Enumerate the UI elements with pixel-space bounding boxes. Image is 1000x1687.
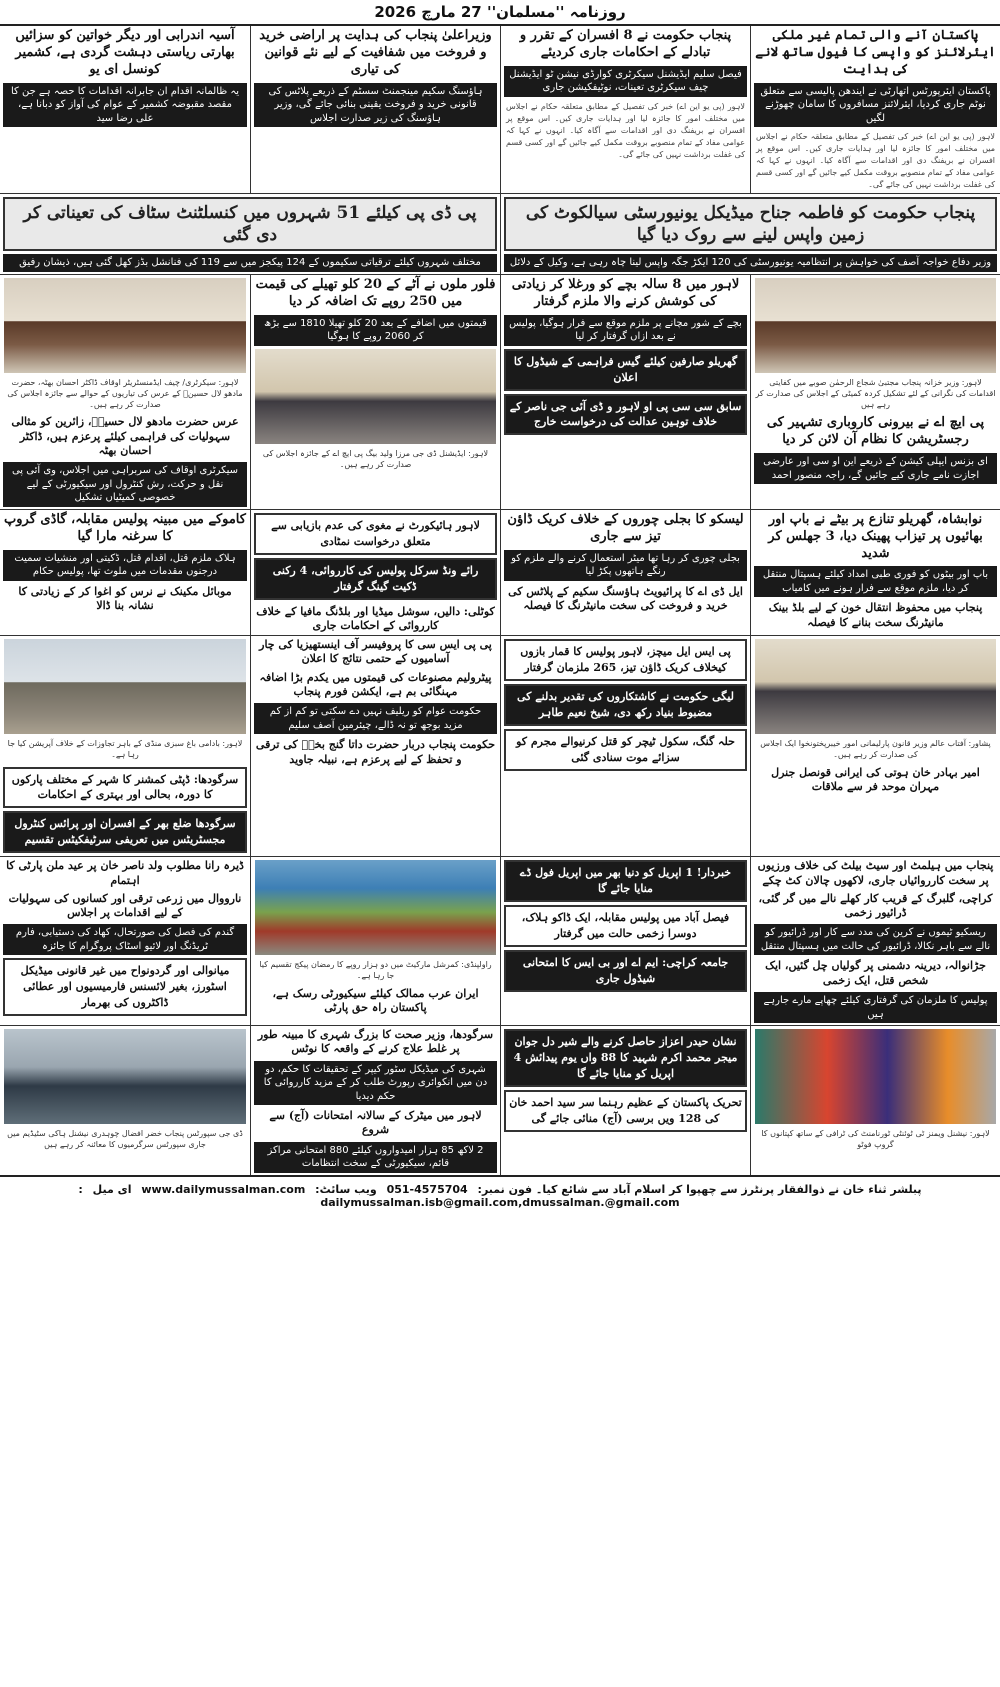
subheadline-bar: بجلی چوری کر رہا تھا میٹر استعمال کرنے والے ملزم کو رنگے ہاتھوں پکڑ لیا bbox=[504, 550, 747, 581]
row-c bbox=[0, 635, 1000, 856]
banner-headline[interactable]: پی ڈی پی کیلئے 51 شہروں میں کنسلٹنٹ سٹاف کی تعیناتی کر دی گئی bbox=[3, 197, 497, 251]
subheadline-bar: قیمتوں میں اضافے کے بعد 20 کلو تھیلا 1810 سے بڑھ کر 2060 روپے کا ہوگیا bbox=[254, 315, 497, 346]
top-story-4 bbox=[0, 26, 250, 193]
photo-peshawar-meeting bbox=[755, 639, 996, 734]
headline[interactable]: آسیہ اندرابی اور دیگر خواتین کو سزائیں بھارتی ریاستی دہشت گردی ہے، کشمیر کونسل ای یو bbox=[15, 28, 235, 77]
col-4 bbox=[0, 510, 250, 635]
sargodha-officers-box[interactable] bbox=[3, 811, 247, 853]
headline: لیگی حکومت نے کاشتکاروں کی تقدیر بدلنے کی مضبوط بنیاد رکھ دی، شیخ نعیم طاہر bbox=[516, 690, 735, 719]
top-story-1 bbox=[750, 26, 1000, 193]
footer-publisher: پبلشر ثناء خان نے ذوالفقار پرنٹرز سے چھپوا کر اسلام آباد سے شائع کیا۔ فون نمبر: bbox=[477, 1182, 922, 1196]
headline: تحریک پاکستان کے عظیم رہنما سر سید احمد خان کی 128 ویں برسی (آج) منائی جائے گی bbox=[509, 1095, 742, 1125]
photo-caption: لاہور: سیکرٹری/ چیف ایڈمنسٹریٹر اوقاف ڈاکٹر احسان بھٹہ، حضرت مادھو لال حسینؒ کے عرس کی تیاریوں کے حوالے سے جائزہ اجلاس کی صدارت کر رہے ہیں۔ bbox=[7, 377, 243, 410]
subheadline-bar: گندم کی فصل کی صورتحال، کھاد کی دستیابی، فارم ٹریڈنگ اور لائیو اسٹاک پروگرام کا جائزہ bbox=[3, 924, 247, 955]
col-1 bbox=[750, 510, 1000, 635]
col-3 bbox=[250, 275, 500, 509]
row-b bbox=[0, 509, 1000, 635]
photo-caption: لاہور: بادامی باغ سبزی منڈی کے باہر تجاوزات کے خلاف آپریشن کیا جا رہا ہے۔ bbox=[7, 739, 243, 760]
subheadline-bar: پولیس کا ملزمان کی گرفتاری کیلئے چھاپے مارے جارہے ہیں bbox=[754, 992, 997, 1023]
subheadline-bar: شہری کی میڈیکل سٹور کیپر کے تحقیقات کا حکم، دو دن میں انکوائری رپورٹ طلب کر کے مزید کارروائی کا حکم دیدیا bbox=[254, 1061, 497, 1106]
subheadline-bar: ہاؤسنگ سکیم مینجمنٹ سسٹم کے ذریعے پلاٹس کی قانونی خرید و فروخت یقینی بنائی جائے گی، وزیر ہاؤسنگ کی زیر صدارت اجلاس bbox=[254, 83, 497, 128]
headline: پی ایس ایل میچز، لاہور پولیس کا قمار بازوں کیخلاف کریک ڈاؤن تیز، 265 ملزمان گرفتار bbox=[520, 645, 731, 675]
faisalabad-headline-box[interactable] bbox=[504, 905, 747, 947]
mianwali-headline-box[interactable] bbox=[3, 958, 247, 1016]
banner-right-block bbox=[500, 194, 1000, 274]
subheadline-bar: ہلاک ملزم قتل، اقدام قتل، ڈکیتی اور منشیات سمیت درجنوں مقدمات میں ملوث تھا، پولیس حکام bbox=[3, 550, 247, 581]
footer-web-label: ویب سائٹ: bbox=[315, 1182, 377, 1196]
raiwind-headline-box[interactable] bbox=[254, 558, 497, 600]
subheadline-bar: سیکرٹری اوقاف کی سربراہی میں اجلاس، وی آئی پی نقل و حرکت، رش کنٹرول اور سیکیورٹی کے لیے خصوصی کمیٹیاں تشکیل bbox=[3, 462, 247, 507]
sargodha-parks-box[interactable] bbox=[3, 767, 247, 809]
gas-headline-box[interactable] bbox=[504, 349, 747, 391]
col-3 bbox=[250, 510, 500, 635]
headline: گھریلو صارفین کیلئے گیس فراہمی کے شیڈول کا اعلان bbox=[513, 354, 738, 384]
nishan-headline-box[interactable] bbox=[504, 1029, 747, 1087]
col-3 bbox=[250, 636, 500, 856]
headline[interactable]: پنجاب حکومت نے 8 افسران کے تقرر و تبادلے کے احکامات جاری کردیئے bbox=[519, 28, 732, 60]
photo-cricket-captains bbox=[755, 1029, 996, 1124]
headline: خبردار! 1 اپریل کو دنیا بھر میں اپریل فول ڈے منایا جائے گا bbox=[519, 866, 732, 896]
top-row bbox=[0, 26, 1000, 193]
col-4 bbox=[0, 857, 250, 1025]
headline[interactable]: کوٹلی: دالیں، سوشل میڈیا اور بلڈنگ مافیا کے خلاف کارروائی کے احکامات جاری bbox=[256, 604, 495, 632]
photo-caption: ڈی جی سپورٹس پنجاب خضر افضال چوہدری نیشنل ہاکی سٹیڈیم میں جاری سپورٹس سرگرمیوں کا معائنہ کر رہے ہیں bbox=[7, 1129, 243, 1150]
footer bbox=[0, 1175, 1000, 1215]
footer-email-label: ای میل bbox=[92, 1182, 132, 1196]
jamia-headline-box[interactable] bbox=[504, 950, 747, 992]
headline[interactable]: کراچی، گلبرگ کے قریب کار کھلے نالے میں گر گئی، ڈرائیور زخمی bbox=[758, 891, 993, 920]
photo-caption: لاہور: نیشنل ویمنز ٹی ٹوئنٹی ٹورنامنٹ کی ٹرافی کے ساتھ کپتانوں کا گروپ فوٹو bbox=[761, 1129, 990, 1150]
headline[interactable]: لیسکو کا بجلی چوروں کے خلاف کریک ڈاؤن تیز سے جاری bbox=[507, 511, 744, 544]
headline: رائے ونڈ سرکل پولیس کی کارروائی، 4 رکنی ڈکیت گینگ گرفتار bbox=[272, 563, 479, 593]
subheadline-bar: ریسکیو ٹیموں نے کرین کی مدد سے کار اور ڈرائیور کو نالے سے باہر نکالا، ڈرائیور کی حالت میں ہسپتال منتقل bbox=[754, 924, 997, 955]
photo-caption: راولپنڈی: کمرشل مارکیٹ میں دو ہزار روپے کا رمضان پیکج تقسیم کیا جا رہا ہے۔ bbox=[259, 960, 492, 981]
headline[interactable]: پنجاب میں ہیلمٹ اور سیٹ بیلٹ کی خلاف ورزیوں پر سخت کارروائیاں جاری، لاکھوں چالان کٹ چکے bbox=[757, 859, 994, 887]
subheadline-bar: 2 لاکھ 85 ہزار امیدواروں کیلئے 880 امتحانی مراکز قائم، سیکیورٹی کے سخت انتظامات bbox=[254, 1142, 497, 1173]
headline[interactable]: وزیراعلیٰ پنجاب کی ہدایت پر اراضی خرید و فروخت میں شفافیت کے لیے نئے قوانین کی تیاری bbox=[259, 28, 492, 77]
col-4 bbox=[0, 636, 250, 856]
headline[interactable]: موبائل مکینک نے نرس کو اغوا کر کے زیادتی کا نشانہ بنا ڈالا bbox=[18, 584, 232, 612]
footer-separator: : bbox=[78, 1182, 83, 1196]
photo-auqaf-meeting bbox=[4, 278, 246, 373]
headline[interactable]: کاموکے میں مبینہ پولیس مقابلہ، گاڈی گروپ کا سرغنہ مارا گیا bbox=[4, 511, 246, 544]
headline[interactable]: لاہور میں میٹرک کے سالانہ امتحانات (آج) سے شروع bbox=[269, 1109, 482, 1137]
top-story-2 bbox=[500, 26, 750, 193]
col-2 bbox=[500, 857, 750, 1025]
col-1 bbox=[750, 275, 1000, 509]
headline[interactable]: عرس حضرت مادھو لال حسینؒ، زائرین کو مثالی سہولیات کی فراہمی کیلئے پرعزم ہیں، ڈاکٹر احسان بھٹہ bbox=[11, 415, 239, 458]
photo-pha-review bbox=[255, 349, 496, 444]
subheadline-bar: پاکستان ایئرپورٹس اتھارٹی نے ایندھن پالیسی سے متعلق نوٹم جاری کردیا، ایئرلائنز مسافروں کا سامان چھوڑنے لگیں bbox=[754, 83, 997, 128]
headline[interactable]: نوابشاہ، گھریلو تنازع پر بیٹے نے باپ اور بھائیوں پر تیزاب پھینک دیا، 3 جھلس کر شدید bbox=[768, 511, 983, 561]
headline: حلہ گنگ، سکول ٹیچر کو قتل کرنیوالے مجرم کو سزائے موت سنادی گئی bbox=[516, 734, 735, 764]
col-3 bbox=[250, 1026, 500, 1175]
april-headline-box[interactable] bbox=[504, 860, 747, 902]
subheadline-bar: یہ ظالمانہ اقدام ان جابرانہ اقدامات کا حصہ ہے جن کا مقصد مقبوضہ کشمیر کے عوام کی آواز کو دبانا ہے، علی رضا سید bbox=[3, 83, 247, 128]
col-4 bbox=[0, 1026, 250, 1175]
col-3 bbox=[250, 857, 500, 1025]
footer-phone[interactable]: 051-4575704 bbox=[386, 1182, 468, 1196]
photo-caption: پشاور: آفتاب عالم وزیر قانون پارلیمانی امور خیبرپختونخوا ایک اجلاس کی صدارت کر رہے ہیں۔ bbox=[760, 739, 991, 760]
headline: فیصل آباد میں پولیس مقابلہ، ایک ڈاکو ہلاک، دوسرا زخمی حالت میں گرفتار bbox=[521, 911, 730, 941]
headline: سرگودھا ضلع بھر کے افسران اور پرائس کنٹرول مجسٹریٹس میں تعریفی سرٹیفکیٹس تقسیم bbox=[14, 817, 236, 847]
banner-subheadline: وزیر دفاع خواجہ آصف کی خواہش پر انتظامیہ یونیورسٹی کی 120 ایکڑ جگہ واپس لینا چاہ رہی ہے، وکیل کے دلائل bbox=[504, 254, 997, 272]
masthead-title: روزنامہ ''مسلمان'' 27 مارچ 2026 bbox=[374, 3, 626, 21]
headline: سابق سی سی پی او لاہور و ڈی آئی جی ناصر کے خلاف توہین عدالت کی درخواست خارج bbox=[509, 399, 742, 429]
col-4 bbox=[0, 275, 250, 509]
col-2 bbox=[500, 1026, 750, 1175]
headline[interactable]: ایل ڈی اے کا پرائیویٹ ہاؤسنگ سکیم کے پلاٹس کی خرید و فروخت کی سخت مانیٹرنگ کا فیصلہ bbox=[508, 584, 743, 612]
banner-left-block bbox=[0, 194, 500, 274]
headline[interactable]: پیٹرولیم مصنوعات کی قیمتوں میں یکدم بڑا اضافہ مہنگائی بم ہے، ایکشن فورم پنجاب bbox=[259, 670, 492, 699]
headline[interactable]: پاکستان آنے والی تمام غیر ملکی ایئرلائنز کو واپسی کا فیول ساتھ لانے کی ہدایت bbox=[755, 28, 996, 77]
headline: نشان حیدر اعزاز حاصل کرنے والے شیر دل جوان میجر محمد اکرم شہید کا 88 واں یوم پیدائش 4 اپریل کو منایا جائے گا bbox=[513, 1035, 738, 1080]
lig-headline-box[interactable] bbox=[504, 684, 747, 726]
row-a bbox=[0, 274, 1000, 509]
subheadline-bar: مختلف شہروں کیلئے ترقیاتی سکیموں کے 124 پیکجز میں سے 119 کی فنانشل بڈز کھل گئی ہیں، ذیشان رفیق bbox=[3, 254, 497, 272]
photo-ramzan-package-truck bbox=[255, 860, 496, 955]
headline[interactable]: سرگودھا، وزیر صحت کا بزرگ شہری کا مبینہ طور پر غلط علاج کرنے کے واقعہ کا نوٹس bbox=[257, 1028, 494, 1056]
row-d bbox=[0, 856, 1000, 1025]
banner-headline[interactable]: پنجاب حکومت کو فاطمہ جناح میڈیکل یونیورسٹی سیالکوٹ کی زمین واپس لینے سے روک دیا گیا bbox=[504, 197, 997, 251]
headline[interactable]: پی ایچ اے نے بیرونی کاروباری تشہیر کی رجسٹریشن کا نظام آن لائن کر دیا bbox=[766, 415, 985, 448]
headline[interactable]: پی پی ایس سی کا پروفیسر آف اینستھیزیا کی چار آسامیوں کے حتمی نتائج کا اعلان bbox=[259, 638, 492, 666]
headline[interactable]: پنجاب میں محفوظ انتقال خون کے لیے بلڈ بینک مانیٹرنگ سخت بنانے کا فیصلہ bbox=[768, 601, 983, 629]
col-2 bbox=[500, 636, 750, 856]
footer-website[interactable]: www.dailymussalman.com bbox=[141, 1182, 306, 1196]
photo-caption: لاہور: وزیر خزانہ پنجاب مجتبیٰ شجاع الرحمٰن صوبے میں کفایتی اقدامات کی نگرانی کے لئے تشکیل کردہ کمیٹی کے اجلاس کی صدارت کر رہے ہیں bbox=[755, 377, 996, 410]
photo-sports-inspection bbox=[4, 1029, 246, 1124]
headline[interactable]: لاہور میں 8 سالہ بچے کو ورغلا کر زیادتی کی کوشش کرنے والا ملزم گرفتار bbox=[511, 276, 740, 309]
subheadline-bar: باپ اور بیٹوں کو فوری طبی امداد کیلئے ہسپتال منتقل کر دیا، ملزم موقع سے فرار ہونے میں کامیاب bbox=[754, 566, 997, 597]
headline[interactable]: نارووال میں زرعی ترقی اور کسانوں کی سہولیات کے لیے اقدامات پر اجلاس bbox=[8, 891, 242, 920]
headline: لاہور ہائیکورٹ نے مغوی کی عدم بازیابی سے متعلق درخواست نمٹادی bbox=[271, 518, 480, 548]
nasir-headline-box[interactable] bbox=[504, 394, 747, 436]
banner-row bbox=[0, 193, 1000, 274]
headline[interactable]: فلور ملوں نے آٹے کے 20 کلو تھیلے کی قیمت میں 250 روپے تک اضافہ کر دیا bbox=[255, 276, 496, 309]
subheadline-bar: حکومت عوام کو ریلیف نہیں دے سکتی تو کم از کم مزید بوجھ تو نہ ڈالے، چیئرمین آصف سلیم bbox=[254, 703, 497, 734]
pel-headline-box[interactable] bbox=[504, 639, 747, 681]
subheadline-bar: ای بزنس ایپلی کیشن کے ذریعے این او سی اور عارضی اجازت نامے جاری کیے جائیں گے، راجہ منصور احمد bbox=[754, 453, 997, 484]
headline: میانوالی اور گردونواح میں غیر قانونی میڈیکل اسٹورز، بغیر لائسنس فارمیسیوں اور عطائی ڈاکٹروں کی بھرمار bbox=[20, 964, 230, 1010]
row-e bbox=[0, 1025, 1000, 1175]
photo-encroachment-operation bbox=[4, 639, 246, 734]
headline: جامعہ کراچی: ایم اے اور بی ایس کا امتحانی شیڈول جاری bbox=[522, 956, 729, 985]
article-body: لاہور (پی یو این اے) خبر کی تفصیل کے مطابق متعلقہ حکام نے اجلاس میں مختلف امور کا جائزہ لیا اور ہدایات جاری کیں۔ اس موقع پر افسران نے بریفنگ دی اور اقدامات سے آگاہ کیا۔ انہوں نے کہا کہ عوامی مفاد کے تمام منصوبے بروقت مکمل کیے جائیں گے اور کسی قسم کی غفلت برداشت نہیں کی جائے گی۔ bbox=[756, 132, 995, 190]
masthead bbox=[0, 0, 1000, 26]
headline: سرگودھا: ڈپٹی کمشنر کا شہر کے مختلف پارکوں کا دورہ، بحالی اور بہتری کے احکامات bbox=[11, 772, 239, 802]
headline[interactable]: حکومت پنجاب دربار حضرت داتا گنج بخشؒ کی ترقی و تحفظ کے لیے پرعزم ہے، نبیلہ جاوید bbox=[255, 738, 496, 766]
headline[interactable]: جڑانوالہ، دیرینہ دشمنی پر گولیاں چل گئیں، ایک شخص قتل، ایک زخمی bbox=[765, 959, 986, 987]
col-2 bbox=[500, 275, 750, 509]
top-story-3 bbox=[250, 26, 500, 193]
photo-caption: لاہور: ایڈیشنل ڈی جی مرزا ولید بیگ پی ایچ اے کے جائزہ اجلاس کی صدارت کر رہے ہیں۔ bbox=[262, 448, 489, 469]
col-1 bbox=[750, 1026, 1000, 1175]
col-1 bbox=[750, 636, 1000, 856]
photo-finance-meeting bbox=[755, 278, 996, 373]
article-body: لاہور (پی یو این اے) خبر کی تفصیل کے مطابق متعلقہ حکام نے اجلاس میں مختلف امور کا جائزہ لیا اور ہدایات جاری کیں۔ اس موقع پر افسران نے بریفنگ دی اور اقدامات سے آگاہ کیا۔ انہوں نے کہا کہ عوامی مفاد کے تمام منصوبے بروقت مکمل کیے جائیں گے اور کسی قسم کی غفلت برداشت نہیں کی جائے گی۔ bbox=[506, 101, 745, 159]
highcourt-headline-box[interactable] bbox=[254, 513, 497, 555]
footer-emails[interactable]: dailymussalman.isb@gmail.com,dmussalman.@gmail.com bbox=[320, 1195, 680, 1209]
headline[interactable]: ڈیرہ رانا مطلوب ولد ناصر خان پر عید ملن پارٹی کا اہتمام bbox=[6, 859, 244, 887]
headline[interactable]: امیر بہادر خان ہوتی کی ایرانی قونصل جنرل مہران موحد فر سے ملاقات bbox=[771, 765, 980, 793]
col-1 bbox=[750, 857, 1000, 1025]
headline[interactable]: ایران عرب ممالک کیلئے سیکیورٹی رسک ہے، پاکستان راہ حق پارٹی bbox=[272, 986, 479, 1014]
tehreek-headline-box[interactable] bbox=[504, 1090, 747, 1132]
col-2 bbox=[500, 510, 750, 635]
subheadline-bar: فیصل سلیم ایڈیشنل سیکرٹری کوارڈی نیشن ٹو ایڈیشنل چیف سیکرٹری تعینات، نوٹیفکیشن جاری bbox=[504, 66, 747, 97]
gang-headline-box[interactable] bbox=[504, 729, 747, 771]
subheadline-bar: بچے کے شور مچانے پر ملزم موقع سے فرار ہوگیا، پولیس نے بعد ازاں گرفتار کر لیا bbox=[504, 315, 747, 346]
